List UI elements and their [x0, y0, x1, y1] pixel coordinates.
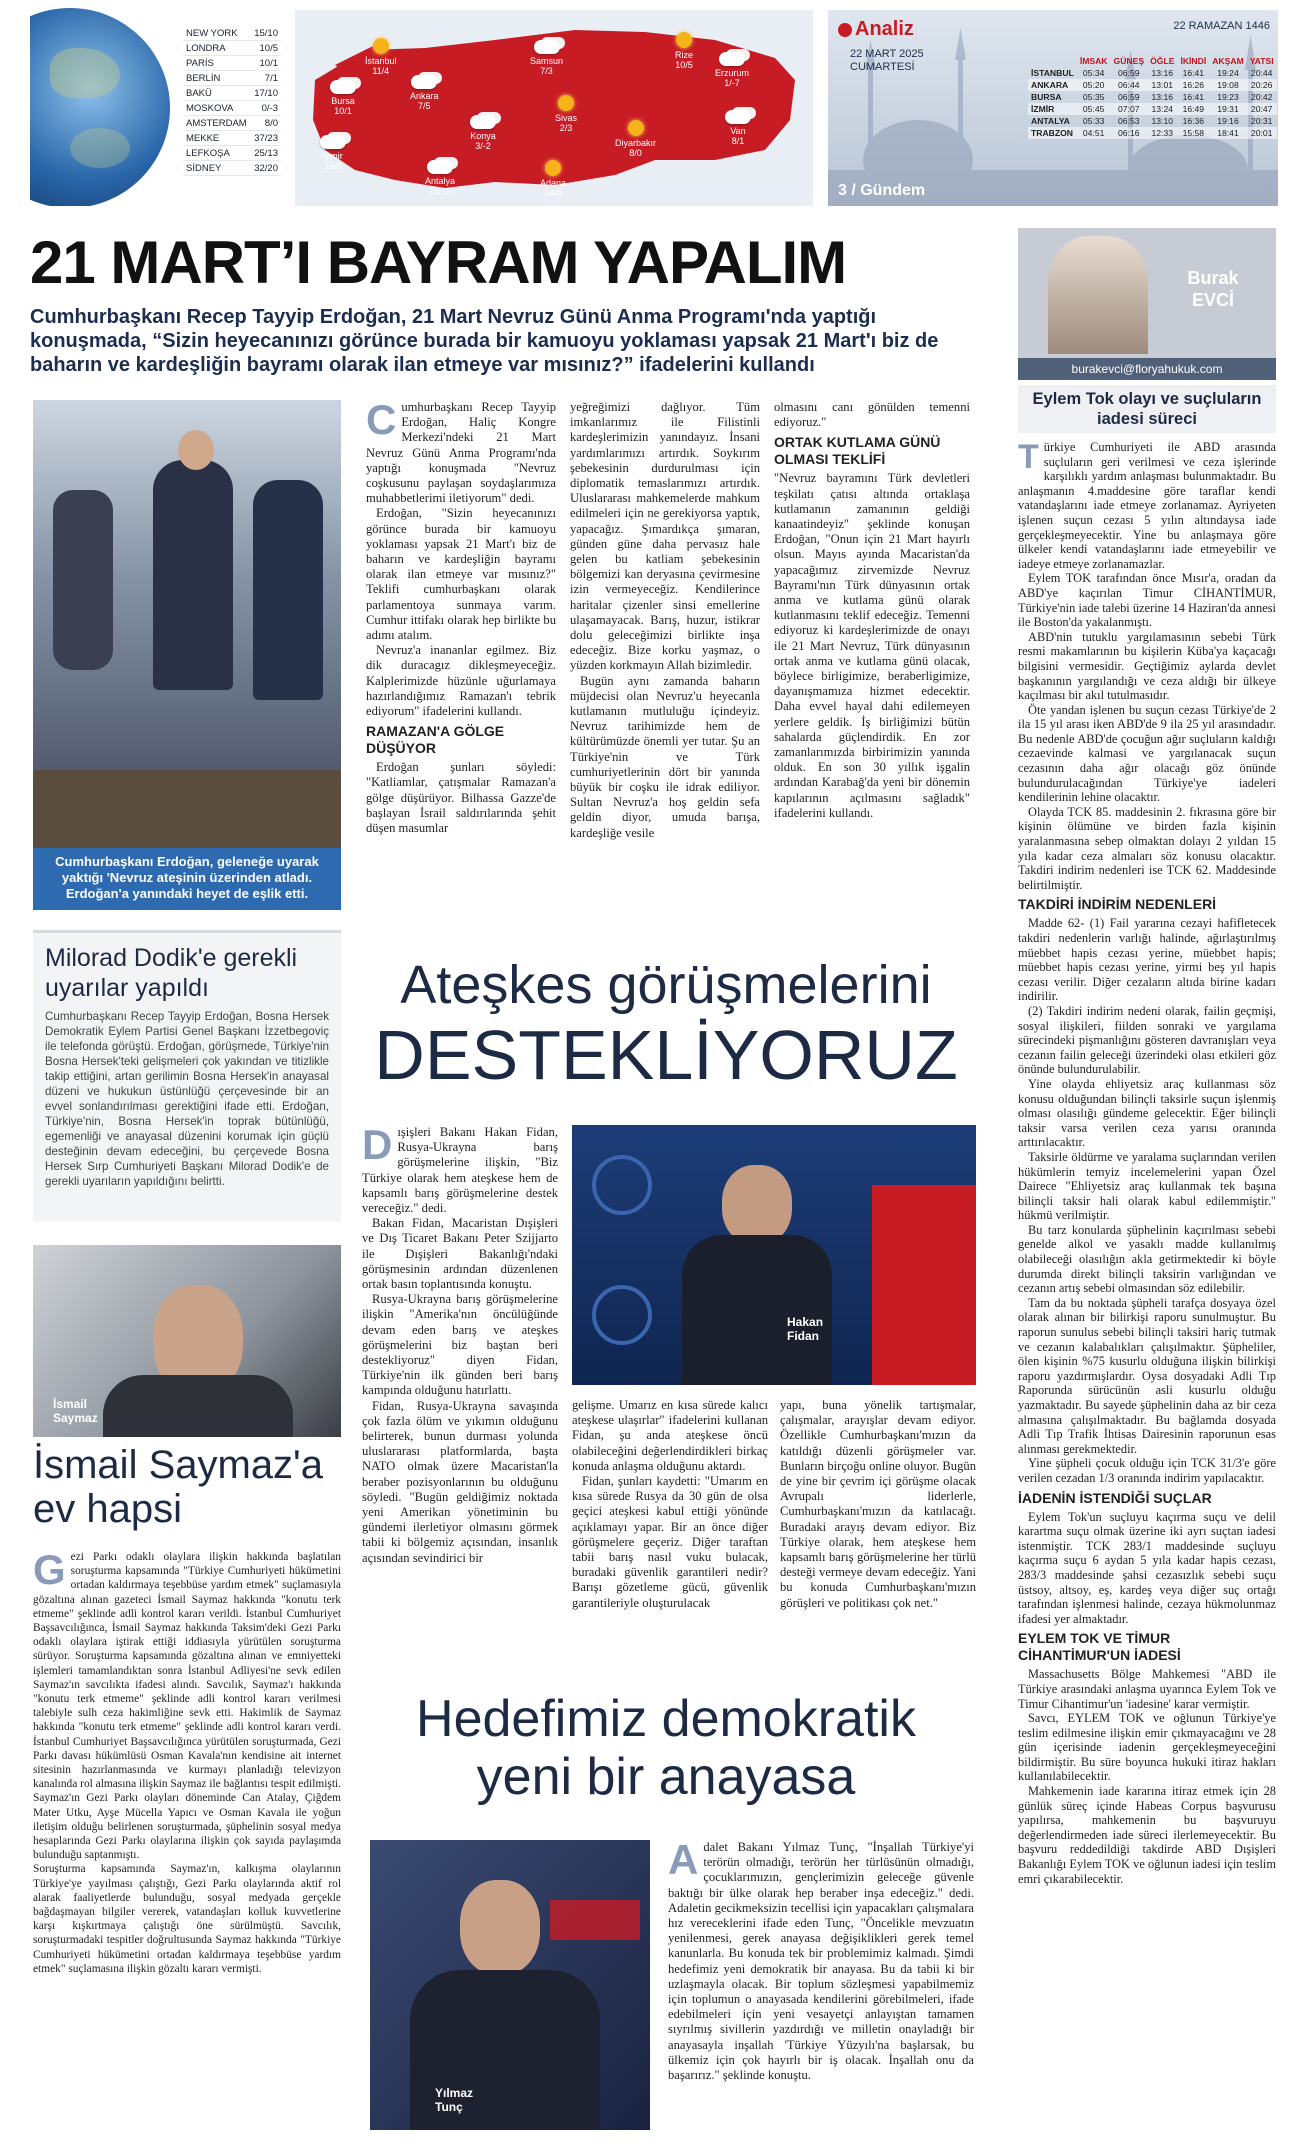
prayer-times-table: [1028, 55, 1277, 139]
prayer-cell: 20:44: [1250, 68, 1273, 78]
dodik-headline: Milorad Dodik'e gerekli uyarılar yapıldı: [45, 944, 298, 1002]
map-city-temp: 11/4: [372, 66, 390, 76]
masthead-panel: [828, 10, 1278, 206]
cloud-icon: [320, 135, 346, 149]
prayer-cell: 19:24: [1217, 68, 1239, 78]
prayer-header: AKŞAM: [1212, 56, 1244, 66]
subhead: RAMAZAN'A GÖLGE DÜŞÜYOR: [366, 723, 505, 757]
globe-image: [30, 8, 180, 206]
subhead: ORTAK KUTLAMA GÜNÜ OLMASI TEKLİFİ: [774, 434, 941, 468]
tunc-photo: [370, 1840, 650, 2130]
main-col-1: C umhurbaşkanı Recep Tayyip Erdoğan, Haliç Kongre Merkezi'ndeki 21 Mart Nevruz Günü Anma Programı'nda yaptığı konuşmada "Nevruz coşkusunu paylaşan soydaşlarımıza muhabbetlerimi iletiyorum" dedi. Erdoğan, "Sizin heyecanınızı görünce burada bir kamuoyu yoklaması yapsak 21 Mart'ı biz de baharın ve kardeşliğin bayramı olarak ilan etmeye var mısınız?" Teklifi cumhurbaşkanı olarak parlamentoya sunmaya varım. Cumhur ittifakı olarak hep birlikte bu adımı atalım. Nevruz'a inananlar egilmez. Biz dik duracagız dikleşmeyeceğiz. Kalplerimizde hüzünle uğurlamaya hazırlandığımız Ramazan'ı tebrik ediyorum" ifadelerini kullandı. RAMAZAN'A GÖLGE DÜŞÜYOR Erdoğan şunları söyledi: "Katliamlar, çatışmalar Ramazan'a gölge düşürüyor. Bilhassa Gazze'de başlayan İsrail saldırılarında şehit düşen masumlar: [366, 396, 556, 836]
issue-day: CUMARTESİ: [850, 61, 915, 73]
map-city-name: İzmir: [323, 151, 343, 161]
prayer-header: İMSAK: [1079, 56, 1108, 66]
map-city-temp: 7/5: [418, 101, 431, 111]
sun-icon: [373, 38, 389, 54]
map-city-temp: 8/0: [629, 148, 642, 158]
prayer-cell: 05:33: [1082, 116, 1105, 126]
prayer-row: [1028, 91, 1277, 103]
prayer-cell: İZMİR: [1028, 103, 1077, 115]
map-weather-label: [615, 120, 656, 158]
sun-icon: [558, 95, 574, 111]
world-weather-table: [183, 26, 281, 176]
prayer-header-row: [1028, 55, 1277, 67]
city-name: MOSKOVA: [186, 103, 234, 114]
columnist-first-name: Burak: [1187, 268, 1239, 288]
map-weather-label: [530, 40, 563, 76]
prayer-row: [1028, 79, 1277, 91]
fidan-photo: [572, 1125, 976, 1385]
map-city-temp: 8/1: [731, 136, 745, 146]
map-weather-label: [715, 52, 749, 88]
map-city-name: Van: [730, 126, 746, 136]
prayer-header: GÜNEŞ: [1113, 56, 1145, 66]
prayer-cell: 16:41: [1182, 68, 1205, 78]
city-weather-row: [183, 146, 281, 161]
tunc-headline-2: yeni bir anayasa: [476, 1748, 856, 1806]
map-city-temp: 2/3: [559, 123, 573, 133]
prayer-row: [1028, 103, 1277, 115]
prayer-cell: 06:59: [1118, 92, 1140, 102]
prayer-cell: 06:53: [1118, 116, 1140, 126]
main-deck: Cumhurbaşkanı Recep Tayyip Erdoğan, 21 Mart Nevruz Günü Anma Programı'nda yaptığı konuşmada, “Sizin heyecanınızı görünce burada bir kamuoyu yoklaması yapsak 21 Mart'ı biz de baharın ve kardeşliğin bayramı olarak ilan etmeye var mısınız?” ifadelerini kullandı: [30, 306, 939, 376]
prayer-row: [1028, 67, 1277, 79]
erdogan-nevruz-photo: [33, 400, 341, 848]
map-city-name: İstanbul: [365, 56, 397, 66]
prayer-cell: 05:35: [1082, 92, 1105, 102]
prayer-cell: 20:01: [1247, 127, 1277, 139]
prayer-cell: 05:20: [1077, 79, 1111, 91]
cloud-icon: [470, 115, 496, 129]
map-city-temp: 1/-7: [724, 78, 740, 88]
prayer-header: ÖĞLE: [1150, 56, 1175, 66]
map-city-name: Bursa: [331, 96, 355, 106]
city-temp: 7/1: [264, 73, 278, 84]
saymaz-photo: [33, 1245, 341, 1437]
prayer-cell: 07:07: [1111, 103, 1148, 115]
section-label: 3 / Gündem: [838, 182, 926, 199]
city-temp: 15/10: [254, 28, 278, 39]
map-weather-label: [555, 95, 577, 133]
hijri-date: 22 RAMAZAN 1446: [1173, 20, 1270, 32]
cloud-icon: [725, 110, 751, 124]
map-city-name: Ankara: [410, 91, 439, 101]
map-weather-label: [540, 160, 566, 198]
map-weather-label: [365, 38, 397, 76]
map-city-temp: 15/6: [324, 161, 342, 171]
fidan-col-2: gelişme. Umarız en kısa sürede kalıcı ateşkese ulaşırlar" ifadelerini kullanan Fidan, şu anda ateşkese öncü olabileceğini değerlendirdikleri birkaç konuda anlaşma olduğunu aktardı. Fidan, şunları kaydetti: "Umarım en kısa sürede Rusya da 30 gün de olsa geçici ateşkesi kabul ettiği yönünde açıklamayı yapar. Bir an önce diğer görüşmelere geçeriz. Diğer taraftan tabii barış nasıl vuku bulacak, buradaki güvenlik garantileri nedir? Barışı gözetleme gücü, güvenlik garantileriyle oluşturulacak: [572, 1398, 768, 1610]
prayer-cell: 16:26: [1177, 79, 1209, 91]
city-temp: 37/23: [254, 133, 278, 144]
city-weather-row: [183, 56, 281, 71]
main-headline: 21 MART’I BAYRAM YAPALIM: [30, 229, 847, 296]
cloud-icon: [330, 80, 356, 94]
map-city-name: Sivas: [555, 113, 578, 123]
city-temp: 17/10: [254, 88, 278, 99]
fidan-photo-label: Hakan Fidan: [787, 1315, 824, 1343]
prayer-header: YATSI: [1249, 56, 1274, 66]
prayer-cell: 13:24: [1147, 103, 1177, 115]
city-temp: 32/20: [254, 163, 278, 174]
fidan-headline-1: Ateşkes görüşmelerini: [400, 955, 932, 1015]
prayer-cell: 20:31: [1250, 116, 1273, 126]
map-city-name: Erzurum: [715, 68, 750, 78]
columnist-last-name: EVCİ: [1191, 290, 1234, 310]
prayer-cell: 18:41: [1209, 127, 1247, 139]
fidan-headline-2: DESTEKLİYORUZ: [374, 1016, 958, 1094]
prayer-cell: 15:58: [1177, 127, 1209, 139]
turkey-weather-map: [295, 10, 813, 206]
prayer-cell: 16:36: [1182, 116, 1205, 126]
prayer-cell: 05:45: [1077, 103, 1111, 115]
city-name: PARİS: [186, 58, 214, 69]
prayer-cell: 05:34: [1082, 68, 1105, 78]
city-name: MEKKE: [186, 133, 220, 144]
prayer-row: [1028, 115, 1277, 127]
prayer-cell: 13:01: [1147, 79, 1177, 91]
dodik-box: [33, 930, 341, 1222]
prayer-cell: TRABZON: [1028, 127, 1077, 139]
prayer-cell: 19:08: [1209, 79, 1247, 91]
map-city-temp: 7/3: [540, 66, 553, 76]
city-weather-row: [183, 161, 281, 176]
map-city-name: Samsun: [530, 56, 564, 66]
prayer-cell: 06:59: [1118, 68, 1140, 78]
saymaz-body: G ezi Parkı odaklı olaylara ilişkin hakkında başlatılan soruşturma kapsamında "Türkiye Cumhuriyeti hükümetini ortadan kaldırmaya teşebbüse yardım etmek" suçlamasıyla gözaltına alınan gazeteci İsmail Saymaz hakkında "konutu terk etmeme" şeklinde adli kontrol kararı verildi. İstanbul Cumhuriyet Başsavcılığınca, İsmail Saymaz hakkında Taksim'deki Gezi Parkı odaklı olaylara iştirak ettiği iddiasıyla yürütülen soruşturma sürüyor. Soruşturma kapsamında gözaltına alınan ve emniyetteki işlemleri tamamlandıktan sonra İstanbul Adliyesi'ne sevk edilen Saymaz'ın savcılıkta ifadesi alındı. Savcılık, Saymaz'ı hakkında "konutu terk etmeme" şeklinde adli kontrol kararı verilmesi talebiyle sulh ceza hakimliğine sevk etti. Hakimlik de Saymaz hakkında "konutu terk etmeme" şeklinde adli kontrol kararı verdi. İstanbul Cumhuriyet Başsavcılığınca yürütülen soruşturmada, Gezi Parkı davası hükümlüsü Osman Kavala'nın kendisine ait internet sitesinin hazırlanmasında ve kurmayı planladığı televizyon kanalında rol almasına ilişkin Saymaz ile bağlantısı tespit edilmişti. Saymaz'ın Gezi Parkı olayları döneminde Can Atalay, Çiğdem Mater Utku, Ayşe Mücella Yapıcı ve Osman Kavala ile yoğun iletişim olduğu belirlenen soruşturmada, şüphelinin sosyal medya hesaplarında Gezi Parkı olaylarına ilişkin çok sayıda paylaşımda bulunduğu saptanmıştı. Soruşturma kapsamında Saymaz'ın, kalkışma olaylarının Türkiye'ye yayılması çalıştığı, Gezi Parkı olaylarında aktif rol alarak faaliyetlerde bulunduğu, sosyal medyada gerçekle bağdaşmayan bilgiler vererek, vatandaşları kolluk kuvvetlerine karşı kışkırtmaya çalıştığı öne sürülmüştü. Savcılık, soruşturmadaki tespitler doğrultusunda Saymaz hakkında "Türkiye Cumhuriyeti hükümetini ortadan kaldırmaya teşebbüse yardım etmek" suçlamasına ilişkin gözaltı kararı vermişti.: [33, 1546, 341, 1975]
columnist-header: [1018, 228, 1276, 358]
prayer-cell: 13:16: [1151, 92, 1174, 102]
logo-mark-icon: [838, 23, 852, 37]
prayer-cell: 19:23: [1217, 92, 1239, 102]
cloud-icon: [534, 40, 560, 54]
dropcap: T: [1018, 438, 1039, 476]
fidan-col-3: yapı, buna yönelik tartışmalar, çalışmalar, arayışlar devam ediyor. Özellikle Cumhurbaşkanı'mızın da katıldığı düzenli görüşmeler var. Bunların birçoğu online oluyor. Bugün de yine bir çevrim içi görüşme olacak Avrupalı liderlerle, Cumhurbaşkanı'mızın da katılacağı. Buradaki arayış devam ediyor. Biz Türkiye olarak, hem ateşkese hem kapsamlı barış görüşmelerine her türlü desteği vermeye devam edeceğiz. Yani bu konuda Cumhurbaşkanı'mızın görüşleri ve politikası çok net.": [780, 1398, 976, 1610]
prayer-row: [1028, 127, 1277, 139]
prayer-cell: 06:44: [1111, 79, 1148, 91]
city-weather-row: [183, 26, 281, 41]
sun-icon: [676, 32, 692, 48]
prayer-header-blank: [1028, 55, 1077, 67]
map-city-name: Rize: [675, 50, 694, 60]
fidan-col-1: D ışişleri Bakanı Hakan Fidan, Rusya-Ukrayna barış görüşmelerine ilişkin, "Biz Türkiye olarak hem ateşkese hem de kapsamlı barış görüşmelerine destek vereceğiz." dedi. Bakan Fidan, Macaristan Dışişleri ve Dış Ticaret Bakanı Peter Szijjarto ile Dışişleri Bakanlığı'ndaki görüşmesinin ardından düzenlenen ortak basın toplantısında konuştu. Rusya-Ukrayna barış görüşmelerine ilişkin "Amerika'nın öncülüğünde devam eden barış ve ateşkes görüşmelerini biz baştan beri destekliyoruz" diyen Fidan, Türkiye'nin ilk günden beri barış kampında olduğunu hatırlattı. Fidan, Rusya-Ukrayna savaşında çok fazla ölüm ve yıkımın olduğunu belirterek, bunun durması yolunda uluslararası platformlarda, başta NATO olmak üzere Macaristan'la beraber pozisyonlarının bu olduğunu söyledi. "Bugün geldiğimiz noktada yeni Amerikan yönetiminin bu gündemi ilerletiyor olmasını görmek tabii ki bölgemiz açısından, insanlık açısından sevindirici bir: [362, 1121, 558, 1565]
map-weather-label: [410, 75, 439, 111]
subhead: İADENİN İSTENDİĞİ SUÇLAR: [1018, 1489, 1212, 1506]
prayer-cell: ANTALYA: [1031, 116, 1070, 126]
column-body: T ürkiye Cumhuriyeti ile ABD arasında suçluların geri verilmesi ve ceza işlerinde karşılıklı yardım anlaşması bulunmaktadır. Bu anlaşmanın 4.maddesine göre taraflar kendi vatandaşlarını iade etmeye zorlanamaz. Ayriyeten işlenen suçun cezası 5 yılın altındaysa iade gerçekleşmeyecektir. Yine bu anlaşmaya göre ülkeler kendi vatandaşlarını iade etmeyebilir ve iadeye etmeye zorlanamazlar. Eylem TOK tarafından önce Mısır'a, oradan da ABD'ye kaçırılan Timur CİHANTİMUR, Türkiye'nin iade talebi üzerine 14 Haziran'da annesi ile Boston'da yakalanmıştı. ABD'nin tutuklu yargılamasının sebebi Türk resmi makamlarının bu kişilerin Küba'ya kaçacağı bilgisini vermesidir. Geçtiğimiz aylarda devlet başkanının yargılandığı ve ceza aldığı bir ülkeye kaçılması bir akıl tutulmasıdır. Öte yandan işlenen bu suçun cezası Türkiye'de 2 ila 15 yıl arası iken ABD'de 9 ila 25 yıl arasındadır. Bu nedenle ABD'de çocuğun ağır suçluların kaldığı cezaevinde kalmasi ve yargılanacak suçun cezasının daha ağır olacağı göz önünde bulundurulacağından Türkiye'ye iadeleri kendilerinin lehine olacaktır. Olayda TCK 85. maddesinin 2. fıkrasına göre bir kişinin ölümüne ve birden fazla kişinin yaralanmasına sebep olmaktan dolayı 2 yıldan 15 yıla kadar ceza almaları söz konusu olacaktır. Takdiri indirim nedenleri ise TCK 62. Maddesinde belirtilmiştir. TAKDİRİ İNDİRİM NEDENLERİ Madde 62- (1) Fail yararına cezayi hafifletecek takdiri nedenlerin varlığı halinde, ağırlaştırılmış müebbet hapis cezası yerine, müebbet hapis; müebbet hapis cezası yerine, yirmi beş yıl hapis cezası verilir. Diğer cezaların altıda birine kadarı indirilir. (2) Takdiri indirim nedeni olarak, failin geçmişi, sosyal ilişkileri, fiilden sonraki ve yargılama sürecindeki pişmanlığını gösteren davranışları veya cezanın failin geleceği üzerindeki olası etkileri göz önünde bulundurulabilir. Yine olayda ehliyetsiz araç kullanması söz konusu olduğundan bilinçli taksirle suçun işlenmiş olması olasılığı gündeme gelecektir. Eğer bilinçli taksir varsa verilen ceza yarısı oranında arttırılacaktır. Taksirle öldürme ve yaralama suçlarından verilen hükümlerin temyiz incelemelerini yapan Özel Dairece "Ehliyetsiz araç kullanmak tek başına bilinçli taksir hali olarak kabul edilemmiştir." hükmü verilmiştir. Bu tarz konularda şüphelinin kaçırılması sebebi genelde alkol ve yasaklı madde kullanılmış olabileceği olasılığın akla getirmektedir ki böyle durumda direkt bilinçli taksirin varlığından ve cezanın artış sebebi olmasından söz edilebilir. Tam da bu noktada şüpheli tarafça dosyaya özel olarak alınan bir bilirkişi raporu sunulmuştur. Bu raporun sunulus sebebi bilinçli taksiri hariç tutmak ve cezanın kalabalıkları çalışılmaktır. Şüpheliler, ölen kişinin %75 kusurlu olduğuna ilişkin bilirkişi raporu yazdırmışlardır. Oysa dosyadaki Adli Tıp Raporunda sürücünün asli kusurlu olduğu yazmaktadır. Bu sayede şüphelinin daha az bir ceza almasına çalışılmaktadır. Bu bağlamda dosyada Adli Tıp Trafik İhtisas Dairesinin raporunun esas alınması gerekmektedir. Yine şüpheli çocuk olduğu için TCK 31/3'e göre verilen cezadan 1/3 oranında indirim yapılacaktır. İADENİN İSTENDİĞİ SUÇLAR Eylem Tok'un suçluyu kaçırma suçu ve delil karartma suçu olmak üzerine iki ayrı suçtan iadesi istenmiştir. TCK 283/1 maddesinde suçluyu kaçırma suçu 6 aydan 5 yıla kadar hapis cezası, 283/3 maddesinde şahsi cezasızlık sebebi suçu üstsoy, altsoy, eş, kardeş veya diğer suç ortağı tarafından işlenmesi halinde, cezaya hükmolunmaz ifadesi yer almaktadır. EYLEM TOK VE TİMUR CİHANTİMUR'UN İADESİ Massachusetts Bölge Mahkemesi "ABD ile Türkiye arasındaki anlaşma uyarınca Eylem Tok ve Timur Cihantimur'un 'iadesine' karar vermiştir. Savcı, EYLEM TOK ve oğlunun Türkiye'ye teslim edilmesine ilişkin emir çıkmayacağını ve 28 gün içerisinde iadenin gerçekleşmeyeceğini bildirmiştir. Bu süre boyunca hukuki itiraz hakları kullanılabilecektir. Mahkemenin iade kararına itiraz etmek için 28 günlük süreç içinde Habeas Corpus başvurusu yapılırsa, mahkemenin bu başvuruyu değerlendirmeden iade süreci ilerlemeyecektir. Bu başvuru reddedildiği takdirde ABD Dışişleri Bakanlığı Eylem TOK ve oğlunun iadesi için teslim emri çıkarabilecektir.: [1018, 438, 1276, 1886]
main-col-3: olmasını canı gönülden temenni ediyoruz." ORTAK KUTLAMA GÜNÜ OLMASI TEKLİFİ "Nevruz bayramını Türk devletleri teşkilatı çatısı altında ortaklaşa kutlamanın zamanının geldiği kanaatindeyiz" şeklinde konuşan Erdoğan, "Onun için 21 Mart hayırlı olsun. Mayıs ayında Macaristan'da yapacağımız zirvemizde Nevruz Bayramı'nın Türk dünyasının ortak anma ve kutlama günü olarak kutlanmasını teklif edeceğiz. Temenni ediyoruz ki kardeşlerimizde de onayı ile 21 Mart Nevruz, Türk dünyasının ortak anma ve kutlama günü olacak, böylece birligimize, beraberligimize, dayanışmamıza hizmet edecektir. Daha evvel hayal dahi edilemeyen yerlere geldik. İş birliğimizi bütün sahalarda güçlendirdik. En zor zamanlarımızda birbirimizin yanında olduk. En son 30 yıllık işgalin ardından Karabağ'da yeni bir dönemin kapılarının açılmasını sağladık" ifadelerini kullandı.: [774, 400, 970, 820]
city-temp: 0/-3: [261, 103, 278, 114]
map-city-temp: 3/-2: [475, 141, 491, 151]
prayer-cell: 19:31: [1209, 103, 1247, 115]
city-name: SİDNEY: [186, 163, 222, 174]
map-weather-label: [425, 160, 455, 196]
prayer-cell: 16:41: [1182, 92, 1205, 102]
prayer-header: İKİNDİ: [1180, 56, 1207, 66]
issue-date: 22 MART 2025: [850, 48, 924, 60]
city-weather-row: [183, 116, 281, 131]
city-name: AMSTERDAM: [186, 118, 247, 129]
map-city-temp: 14/4: [544, 188, 562, 198]
prayer-cell: 13:16: [1151, 68, 1174, 78]
city-name: BAKÜ: [186, 88, 212, 99]
city-weather-row: [183, 101, 281, 116]
prayer-cell: 19:16: [1217, 116, 1239, 126]
saymaz-headline: İsmail Saymaz'a ev hapsi: [33, 1443, 323, 1531]
map-city-name: Diyarbakır: [615, 138, 657, 148]
columnist-photo: [1048, 236, 1148, 354]
prayer-cell: 20:42: [1250, 92, 1273, 102]
map-city-temp: 15/10: [428, 186, 452, 196]
city-weather-row: [183, 131, 281, 146]
saymaz-photo-label: İsmail Saymaz: [53, 1397, 98, 1425]
cloud-icon: [427, 160, 453, 174]
main-col-2: yeğreğimizi dağlıyor. Tüm imkanlarımız ile Filistinli kardeşlerimizin yanındayız. İnsani yardımlarımızı artırdık. Soykırım şebekesinin durdurulması için diplomatik temaslarımızı artırdık. Uluslararası mahkemelerde mahkum edilmeleri için ne gerekiyorsa yaptık, yapacağız. Şımardıkça şımaran, günden güne daha pervasız hale gelen bu katliam şebekesinin bölgemizi kan deryasına çevirmesine izin vermeyeceğiz. Kendilerince haritalar çizenler sinsi emellerine ulaşamayacak. Barış, huzur, istikrar dolu geleceğimizi birlikte inşa edeceğiz. Bize korku yaşmaz, o yüzden korkmayın Allah bizimledir. Bugün aynı zamanda baharın müjdecisi olan Nevruz'u heyecanla kutlamanın mutluluğu içindeyiz. Nevruz tarihimizde hem de kültürümüzde önemli yer tutar. Şu an Türkiye'nin ve Türk cumhuriyetlerinin dört bir yanında büyük bir coşku ile idrak ediliyor. Sultan Nevruz'a hoş geldin sefa geldin diyor, umuda barışa, kardeşliğe vesile: [570, 400, 760, 840]
city-weather-row: [183, 71, 281, 86]
prayer-cell: 16:49: [1177, 103, 1209, 115]
city-name: LONDRA: [186, 43, 226, 54]
prayer-cell: 20:47: [1247, 103, 1277, 115]
header-band: [0, 0, 1300, 215]
dropcap: A: [668, 1836, 699, 1883]
map-weather-label: [470, 115, 496, 151]
map-city-temp: 10/5: [675, 60, 693, 70]
prayer-cell: İSTANBUL: [1031, 68, 1074, 78]
tunc-body: A dalet Bakanı Yılmaz Tunç, "İnşallah Türkiye'yi terörün olmadığı, terörün her türlüsünün olmadığı, çocuklarımızın, gençlerimizin geleceğe güvenle baktığı bir ülke olarak hep beraber inşa edeceğiz." dedi. Adaletin gecikmeksizin tecellisi için yapacakları çalışmalara hız vereceklerini ifade eden Tunç, "Öncelikle mevzuatın yenilenmesi, gerek anayasa değişiklikleri gerek temel kanunlarla. Bu konuda tek bir problemimiz kalmadı. Şimdi hedefimiz yeni demokratik bir anayasa. Bu da tabii ki bir uzlaşmayla olacak. Bir toplum sözleşmesi yapabilmemiz için toplumun o anayasada kendilerini görebilmeleri, ifade edebilmeleri için yeni vesayetçi anlayıştan tamamen sıyrılmış sivillerin yazdırdığı ve milletin onayladığı bir anayasayla inşallah 'Türkiye Yüzyılı'na başlarsak, bu ülkemiz için çok hayırlı bir iş olacak. İnşallah onu da başarırız." şeklinde konuştu.: [668, 1836, 974, 2083]
map-city-name: Adana: [540, 178, 567, 188]
tunc-photo-label: Yılmaz Tunç: [435, 2086, 474, 2114]
prayer-cell: 12:33: [1147, 127, 1177, 139]
city-weather-row: [183, 86, 281, 101]
tunc-headline-1: Hedefimiz demokratik: [416, 1690, 916, 1748]
city-name: LEFKOŞA: [186, 148, 230, 159]
city-name: BERLİN: [186, 73, 221, 84]
column-title: Eylem Tok olayı ve suçluların iadesi süreci: [1018, 385, 1276, 433]
sun-icon: [628, 120, 644, 136]
cloud-icon: [719, 52, 745, 66]
dropcap: C: [366, 396, 397, 443]
logo: Analiz: [838, 18, 914, 41]
dodik-body: Cumhurbaşkanı Recep Tayyip Erdoğan, Bosna Hersek Demokratik Eylem Partisi Genel Başkanı İzzetbegoviç ile telefonda görüştü. Erdoğan, görüşmede, Türkiye'nin Bosna Hersek'teki gelişmeleri çok yakından ve titizlikle takip ettiğini, artan gerilimin Bosna Hersek'in anayasal düzeni ve hukukun üstünlüğü çerçevesinde bir an evvel sonlandırılması gerektiğini ifade etti. Erdoğan, Türkiye'nin, Bosna Hersek'in toprak bütünlüğü, egemenliği ve anayasal düzenini korumak için güçlü desteğinin devam edeceğini, bu çerçevede Bosna Hersek Sırp Cumhuriyeti Başkanı Milorad Dodik'e de gerekli uyarıların yapıldığını belirtti.: [45, 1010, 329, 1188]
city-weather-row: [183, 41, 281, 56]
city-temp: 10/5: [259, 43, 278, 54]
map-city-temp: 10/1: [334, 106, 352, 116]
prayer-cell: 20:26: [1247, 79, 1277, 91]
map-city-name: Konya: [470, 131, 496, 141]
sun-icon: [545, 160, 561, 176]
map-weather-label: [320, 135, 346, 171]
city-name: NEW YORK: [186, 28, 238, 39]
city-temp: 10/1: [259, 58, 278, 69]
city-temp: 8/0: [264, 118, 278, 129]
prayer-cell: 04:51: [1077, 127, 1111, 139]
prayer-cell: 13:10: [1151, 116, 1174, 126]
map-weather-label: [725, 110, 751, 146]
city-temp: 25/13: [254, 148, 278, 159]
map-city-name: Antalya: [425, 176, 456, 186]
subhead: TAKDİRİ İNDİRİM NEDENLERİ: [1018, 896, 1217, 913]
columnist-email: burakevci@floryahukuk.com: [1018, 358, 1276, 380]
dropcap: G: [33, 1546, 66, 1593]
dropcap: D: [362, 1121, 393, 1168]
map-weather-label: [330, 80, 356, 116]
prayer-cell: ANKARA: [1028, 79, 1077, 91]
photo-caption: Cumhurbaşkanı Erdoğan, geleneğe uyarak yaktığı 'Nevruz ateşinin üzerinden atladı. Erdoğan'a yanındaki heyet de eşlik etti.: [33, 848, 341, 910]
subhead: EYLEM TOK VE TİMUR CİHANTİMUR'UN İADESİ: [1018, 1630, 1181, 1664]
map-weather-label: [675, 32, 693, 70]
prayer-cell: BURSA: [1031, 92, 1062, 102]
prayer-cell: 06:16: [1111, 127, 1148, 139]
cloud-icon: [411, 75, 437, 89]
